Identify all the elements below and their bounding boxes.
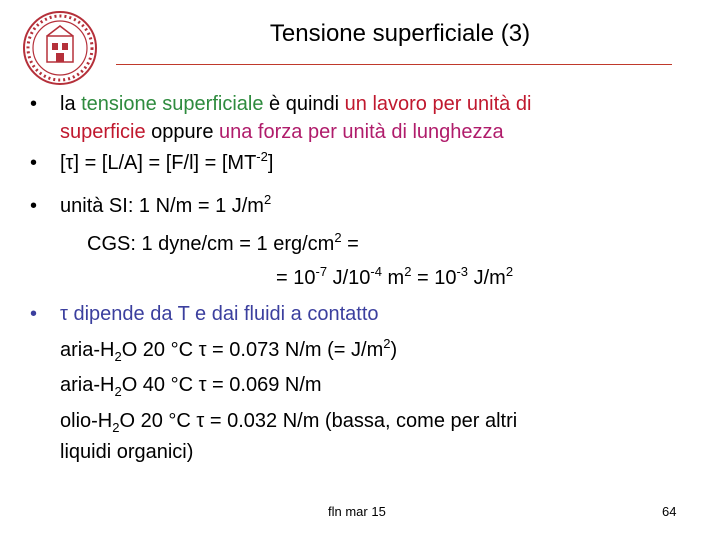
tension-row-oil-water-20: olio-$H_2O$ 20 °C τ = 0.032 N/m (bassa, come per altri bbox=[60, 410, 518, 435]
bullet-2-dimensions: $[\tau] = [L/A] = [F/l] = [MT^{-2}]$ bbox=[60, 149, 274, 174]
term-work-per-area: un lavoro per unità di bbox=[344, 93, 532, 115]
title-underline bbox=[116, 64, 672, 65]
slide-title: Tensione superficiale (3) bbox=[269, 20, 531, 47]
term-surface-tension: tensione superficiale bbox=[81, 93, 264, 115]
bullet-3-cgs-units: CGS: 1 dyne/cm = 1 erg/$cm^2$ = bbox=[87, 230, 359, 255]
university-seal-logo bbox=[22, 10, 98, 86]
bullet-1-line-2: superficie oppure una forza per unità di lunghezza bbox=[60, 121, 504, 143]
bullet-marker: • bbox=[30, 93, 38, 115]
bullet-3-conversion: = $10^{-7}$ $J/10^{-4}$ $m^2 = 10^{-3}$ $J/m^2$ bbox=[276, 264, 514, 289]
bullet-marker: • bbox=[30, 303, 38, 325]
page-number: 64 bbox=[662, 504, 677, 519]
tension-row-air-water-40: aria-$H_2O$ 40 °C τ = 0.069 N/m bbox=[60, 374, 322, 399]
bullet-marker: • bbox=[30, 195, 38, 217]
bullet-1-line-1: la tensione superficiale è quindi un lavoro per unità di bbox=[60, 93, 532, 115]
bullet-marker: • bbox=[30, 152, 38, 174]
term-force-per-length: una forza per unità di lunghezza bbox=[219, 121, 504, 143]
tension-row-air-water-20: aria-$H_2O$ 20 °C τ = 0.073 N/m (= $J/m^2$) bbox=[60, 336, 398, 364]
bullet-4-heading: τ dipende da T e dai fluidi a contatto bbox=[60, 303, 379, 325]
bullet-3-si-units: unità SI: 1 N/m = 1 $J/m^2$ bbox=[60, 192, 272, 217]
footer-author-date: fln mar 15 bbox=[328, 504, 386, 519]
tension-row-note: liquidi organici) bbox=[60, 441, 194, 463]
